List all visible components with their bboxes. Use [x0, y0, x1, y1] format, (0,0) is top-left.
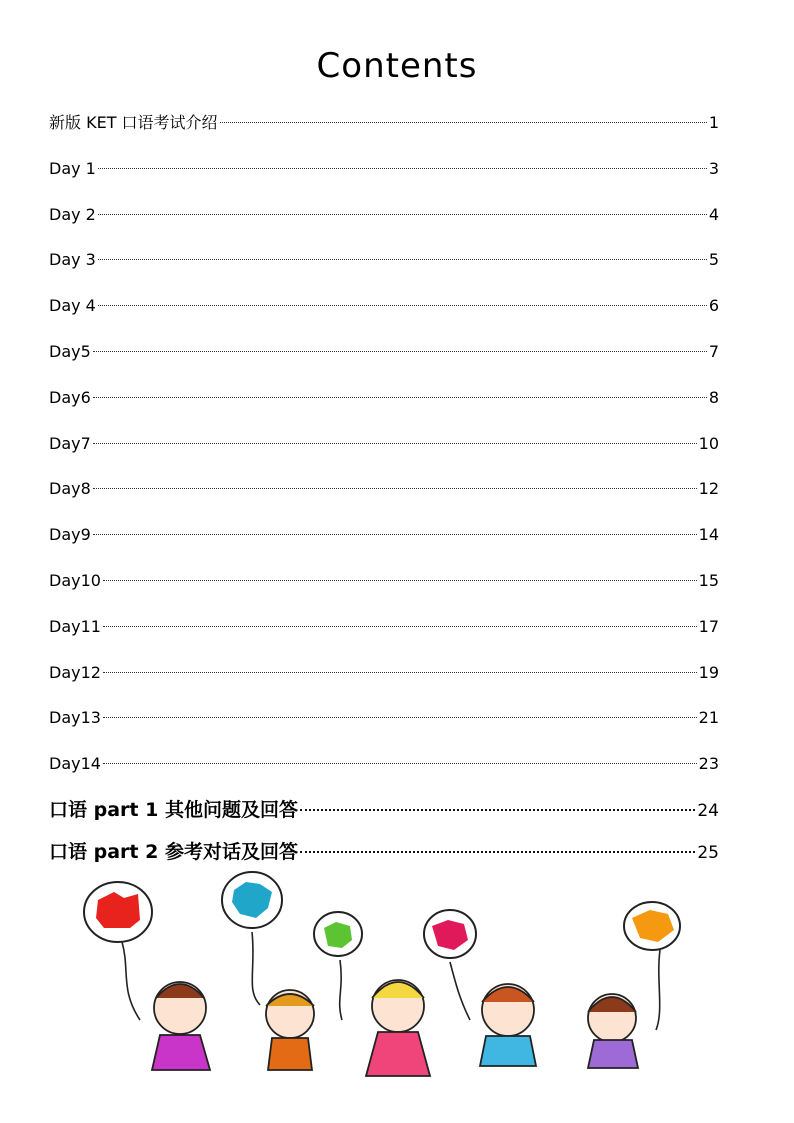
toc-label: Day 2: [49, 204, 96, 224]
toc-page-number: 15: [698, 570, 719, 590]
dot-leader: [103, 626, 697, 627]
dot-leader: [98, 305, 707, 306]
toc-label: Day8: [49, 479, 91, 499]
toc-page-number: 21: [698, 708, 719, 728]
toc-page-number: 19: [698, 662, 719, 682]
toc-entry[interactable]: [49, 795, 719, 837]
dot-leader: [98, 168, 707, 169]
toc-label: Day9: [49, 525, 91, 545]
toc-label: Day7: [49, 433, 91, 453]
balloon-pink: [424, 910, 476, 958]
toc-entry[interactable]: [49, 108, 719, 154]
toc-label: Day6: [49, 387, 91, 407]
toc-entry[interactable]: [49, 429, 719, 475]
balloon-blue: [222, 872, 282, 928]
toc-label: 口语 part 1 其他问题及回答: [49, 798, 298, 821]
toc-entry[interactable]: [49, 383, 719, 429]
toc-page-number: 10: [698, 433, 719, 453]
toc-page-number: 4: [708, 204, 719, 224]
toc-page-number: 5: [708, 250, 719, 270]
toc-entry[interactable]: [49, 612, 719, 658]
dot-leader: [103, 717, 697, 718]
dot-leader: [98, 259, 707, 260]
toc-entry[interactable]: [49, 703, 719, 749]
toc-label: Day10: [49, 570, 101, 590]
toc-entry[interactable]: [49, 337, 719, 383]
toc-page-number: 7: [708, 341, 719, 361]
toc-page-number: 3: [708, 158, 719, 178]
dot-leader: [98, 214, 707, 215]
toc-entry[interactable]: [49, 154, 719, 200]
balloon-orange: [624, 902, 680, 950]
dot-leader: [93, 534, 697, 535]
dot-leader: [220, 122, 707, 123]
toc-label: Day11: [49, 616, 101, 636]
balloon-green: [314, 912, 362, 956]
toc-label: Day5: [49, 341, 91, 361]
toc-entry[interactable]: [49, 658, 719, 704]
dot-leader: [103, 672, 697, 673]
dot-leader: [300, 851, 695, 853]
toc-entry[interactable]: [49, 291, 719, 337]
toc-entry[interactable]: [49, 245, 719, 291]
toc-entry[interactable]: [49, 749, 719, 795]
toc-page-number: 12: [698, 479, 719, 499]
dot-leader: [103, 763, 697, 764]
toc-entry[interactable]: [49, 474, 719, 520]
balloon-red: [84, 882, 152, 942]
toc-entry[interactable]: [49, 200, 719, 246]
toc-label: 新版 KET 口语考试介绍: [49, 113, 218, 132]
toc-label: Day 1: [49, 158, 96, 178]
toc-label: Day 4: [49, 296, 96, 316]
table-of-contents: [49, 108, 719, 879]
toc-entry[interactable]: [49, 566, 719, 612]
toc-page-number: 24: [697, 800, 719, 821]
toc-label: Day13: [49, 708, 101, 728]
toc-page-number: 17: [698, 616, 719, 636]
toc-page-number: 14: [698, 525, 719, 545]
children-balloons-illustration: [60, 870, 750, 1100]
toc-page-number: 8: [708, 387, 719, 407]
page-title: Contents: [316, 46, 478, 86]
dot-leader: [93, 443, 697, 444]
dot-leader: [93, 351, 707, 352]
toc-page-number: 25: [697, 842, 719, 863]
dot-leader: [103, 580, 697, 581]
toc-page-number: 1: [708, 113, 719, 132]
dot-leader: [93, 488, 697, 489]
toc-label: Day12: [49, 662, 101, 682]
children-group: [152, 980, 638, 1076]
toc-page-number: 6: [708, 296, 719, 316]
toc-label: Day 3: [49, 250, 96, 270]
toc-page-number: 23: [698, 754, 719, 774]
dot-leader: [300, 809, 695, 811]
dot-leader: [93, 397, 707, 398]
toc-entry[interactable]: [49, 520, 719, 566]
toc-label: 口语 part 2 参考对话及回答: [49, 840, 298, 863]
toc-label: Day14: [49, 754, 101, 774]
